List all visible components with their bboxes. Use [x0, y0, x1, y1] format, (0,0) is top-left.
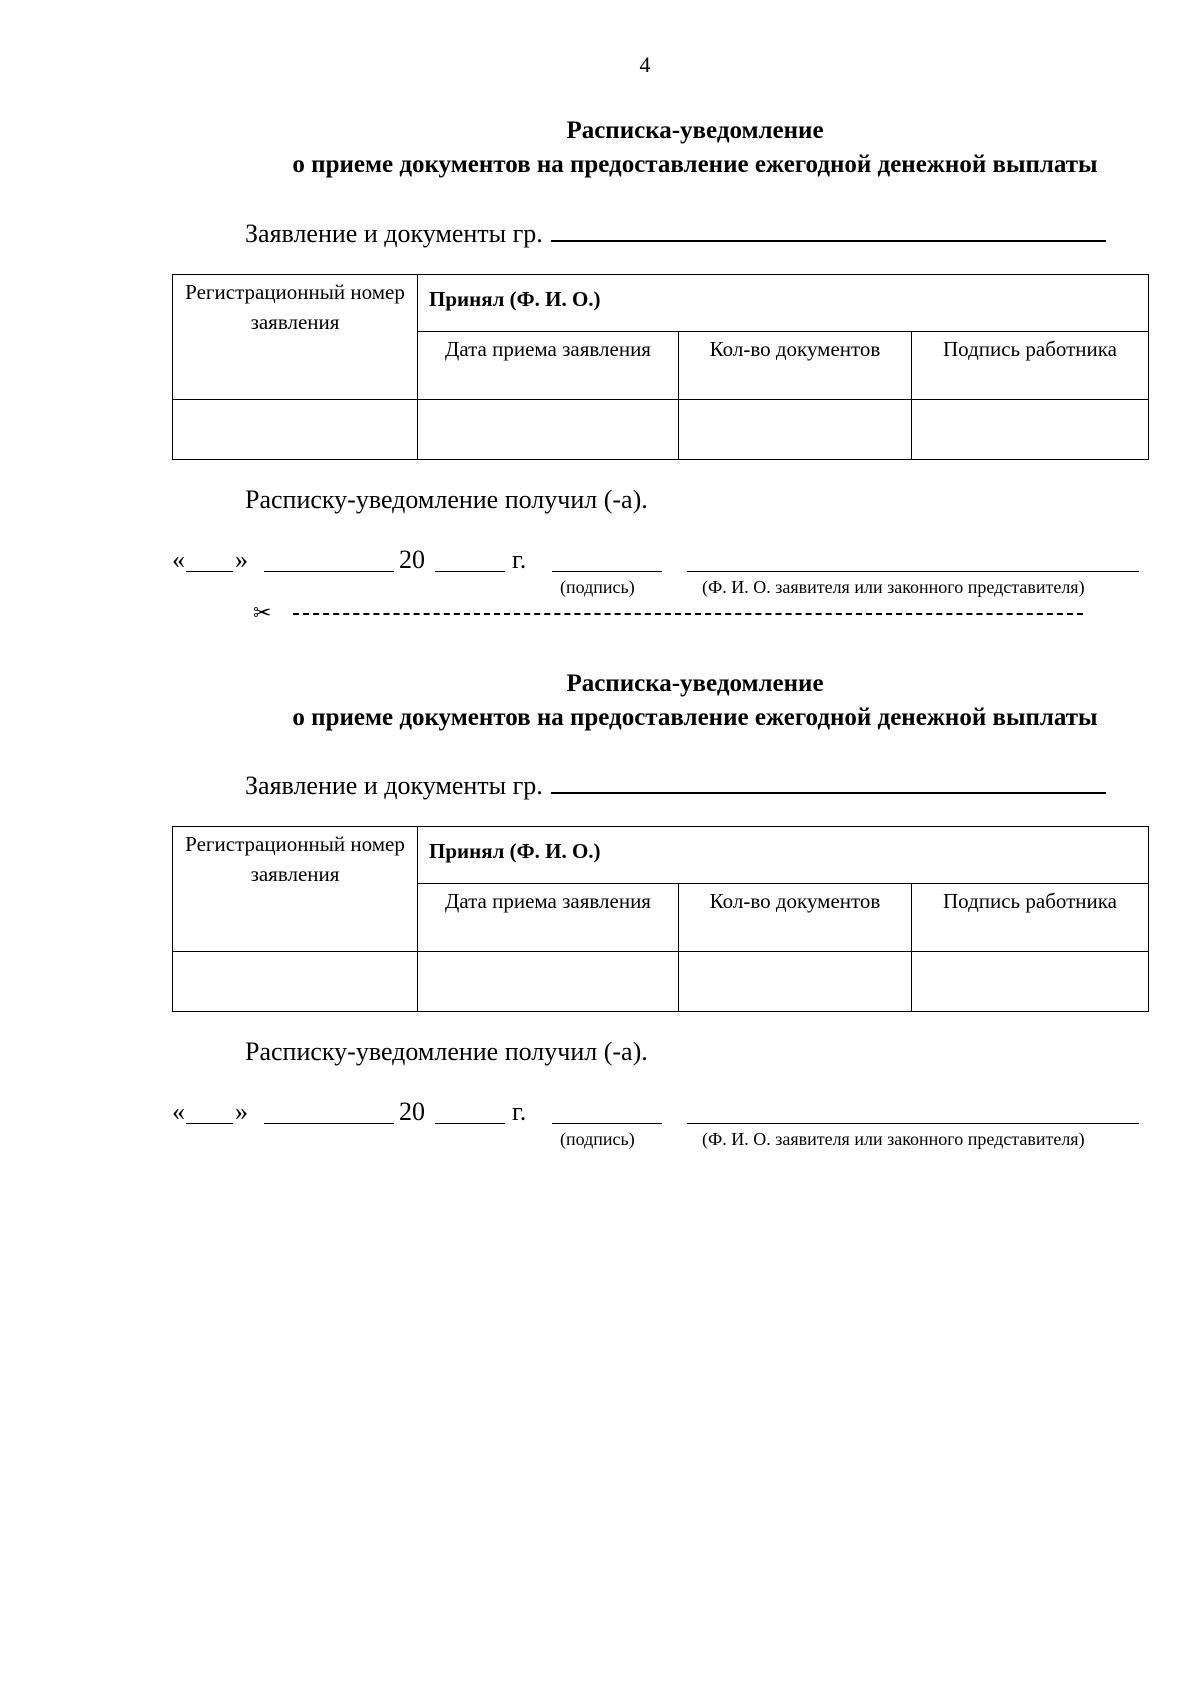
- day-field[interactable]: [186, 545, 233, 572]
- fio-field[interactable]: [687, 545, 1139, 572]
- month-field[interactable]: [264, 1097, 394, 1124]
- receipt-title: [0, 114, 1200, 182]
- doc-count-header: Кол-во документов: [679, 884, 912, 952]
- applicant-name-field[interactable]: [551, 766, 1106, 794]
- year-field[interactable]: [435, 1097, 505, 1124]
- received-text: Расписку-уведомление получил (-а).: [245, 1037, 648, 1066]
- doc-count-header: Кол-во документов: [679, 332, 912, 400]
- year-suffix: г.: [512, 545, 527, 574]
- signature-header: Подпись работника: [912, 332, 1149, 400]
- signature-cell[interactable]: [912, 952, 1149, 1012]
- received-text: Расписку-уведомление получил (-а).: [245, 485, 648, 514]
- fio-hint: (Ф. И. О. заявителя или законного представителя): [702, 577, 1085, 597]
- reg-number-header: Регистрационный номер заявления: [173, 827, 418, 952]
- title-line-1: Расписка-уведомление: [566, 670, 824, 697]
- receipt-title: [0, 667, 1200, 735]
- doc-count-cell[interactable]: [679, 952, 912, 1012]
- date-header: Дата приема заявления: [418, 884, 679, 952]
- title-line-2: о приеме документов на предоставление ежегодной денежной выплаты: [292, 704, 1098, 731]
- scissors-icon: ✂: [253, 600, 272, 625]
- dashed-separator: [293, 613, 1083, 615]
- reg-number-cell[interactable]: [173, 952, 418, 1012]
- registration-table: [172, 274, 1149, 460]
- cut-line: [253, 600, 1103, 625]
- year-suffix: г.: [512, 1097, 527, 1126]
- signature-header: Подпись работника: [912, 884, 1149, 952]
- year-prefix: 20: [399, 545, 425, 574]
- signature-hint: (подпись): [560, 577, 635, 597]
- date-header: Дата приема заявления: [418, 332, 679, 400]
- reg-number-header: Регистрационный номер заявления: [173, 275, 418, 400]
- accepted-by-header: Принял (Ф. И. О.): [418, 275, 1149, 332]
- date-cell[interactable]: [418, 952, 679, 1012]
- applicant-label: Заявление и документы гр.: [245, 219, 543, 248]
- open-quote: «: [172, 1097, 185, 1126]
- signature-cell[interactable]: [912, 400, 1149, 460]
- close-quote: »: [235, 1097, 248, 1126]
- applicant-line: [245, 766, 1106, 801]
- fio-field[interactable]: [687, 1097, 1139, 1124]
- open-quote: «: [172, 545, 185, 574]
- registration-table: [172, 826, 1149, 1012]
- month-field[interactable]: [264, 545, 394, 572]
- title-line-1: Расписка-уведомление: [566, 117, 824, 144]
- accepted-by-header: Принял (Ф. И. О.): [418, 827, 1149, 884]
- year-prefix: 20: [399, 1097, 425, 1126]
- signature-field[interactable]: [552, 545, 662, 572]
- signature-hint: (подпись): [560, 1129, 635, 1149]
- fio-hint: (Ф. И. О. заявителя или законного представителя): [702, 1129, 1085, 1149]
- page-number: 4: [639, 52, 651, 77]
- signature-field[interactable]: [552, 1097, 662, 1124]
- close-quote: »: [235, 545, 248, 574]
- reg-number-cell[interactable]: [173, 400, 418, 460]
- applicant-label: Заявление и документы гр.: [245, 771, 543, 800]
- applicant-line: [245, 214, 1106, 249]
- date-cell[interactable]: [418, 400, 679, 460]
- title-line-2: о приеме документов на предоставление ежегодной денежной выплаты: [292, 151, 1098, 178]
- doc-count-cell[interactable]: [679, 400, 912, 460]
- applicant-name-field[interactable]: [551, 214, 1106, 242]
- year-field[interactable]: [435, 545, 505, 572]
- day-field[interactable]: [186, 1097, 233, 1124]
